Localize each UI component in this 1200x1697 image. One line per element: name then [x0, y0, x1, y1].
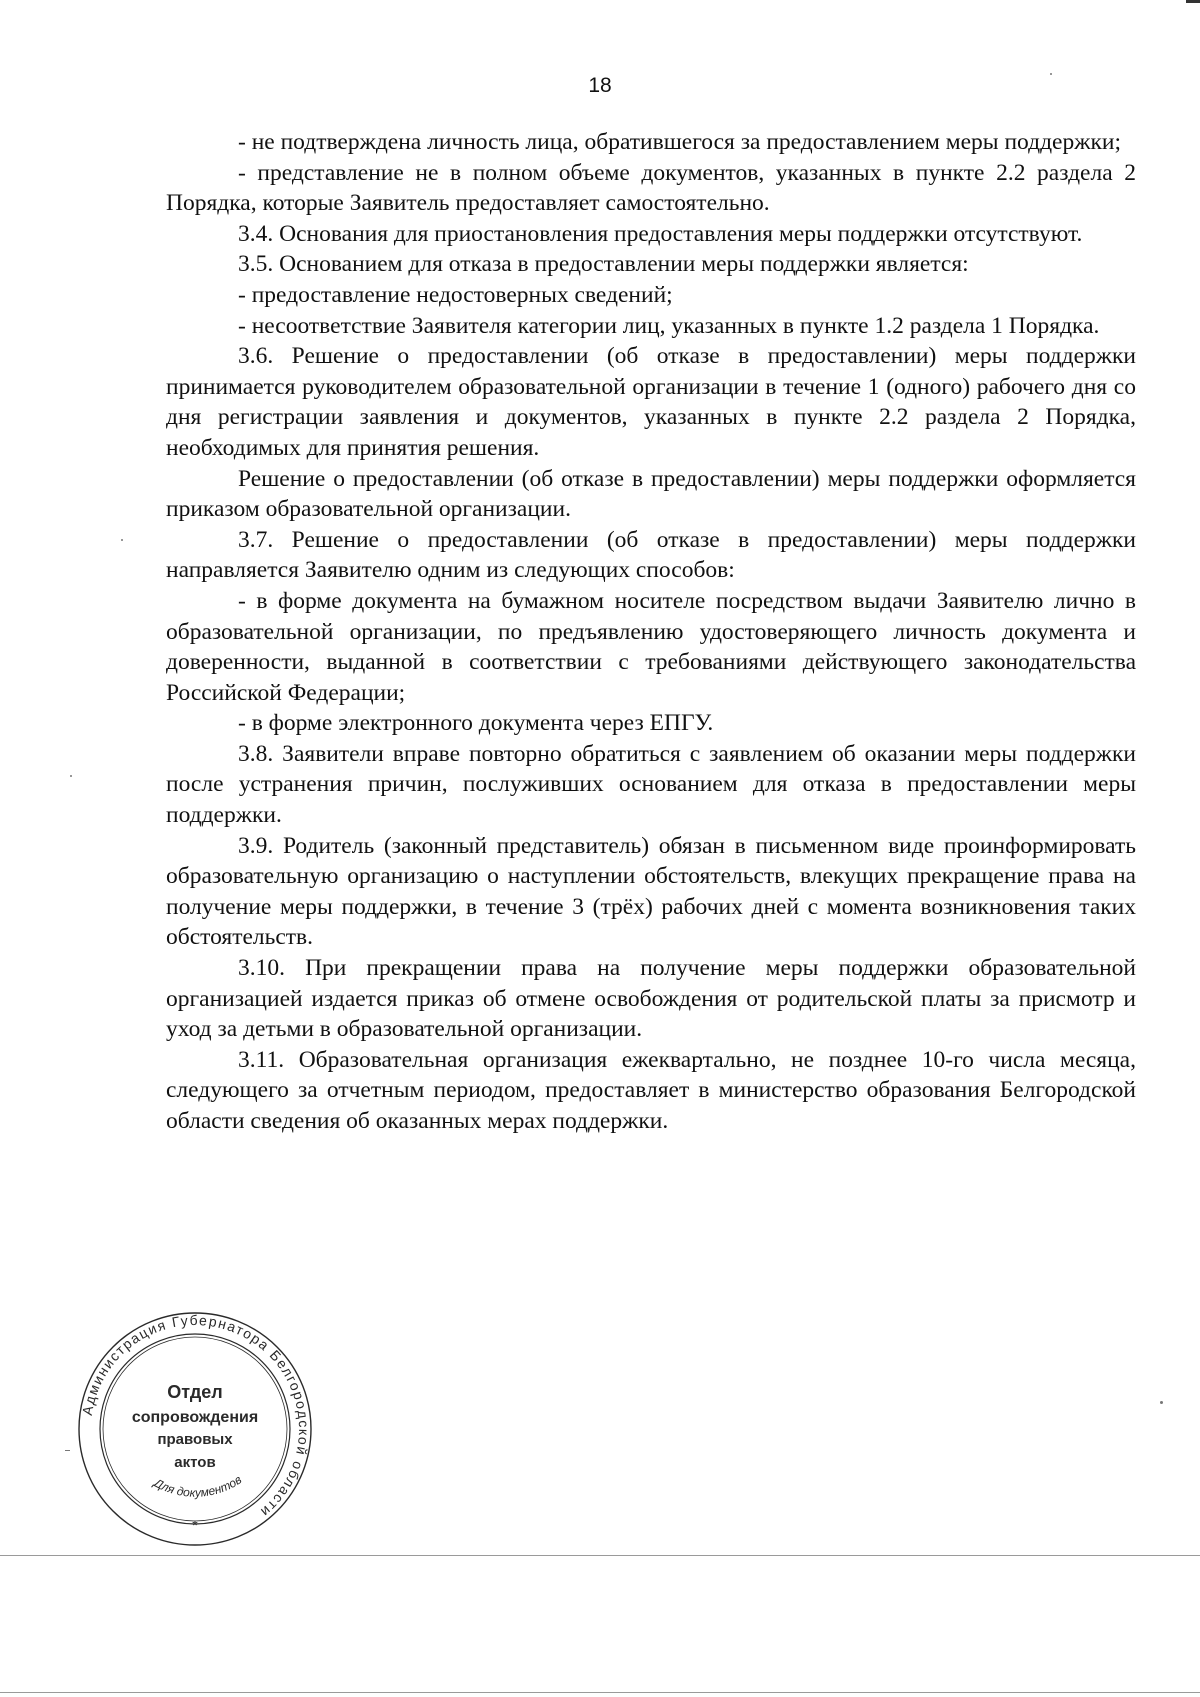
paragraph: 3.6. Решение о предоставлении (об отказе в предоставлении) меры поддержки принимается руководителем образовательной организации в течение 1 (одного) рабочего дня со дня регистрации заявления и документов, указанных в пункте 2.2 раздела 2 Порядка, необходимых для принятия решения. [166, 343, 1136, 461]
page-number: 18 [588, 74, 612, 97]
body-text [166, 127, 1136, 1137]
paragraph: 3.9. Родитель (законный представитель) обязан в письменном виде проинформировать образовательную организацию о наступлении обстоятельств, влекущих прекращение права на получение меры поддержки, в течение 3 (трёх) рабочих дней с момента возникновения таких обстоятельств. [166, 832, 1136, 951]
scan-line-bottom [0, 1692, 1200, 1693]
stamp-star: * [192, 1517, 198, 1533]
scan-speck [121, 539, 123, 541]
official-stamp [78, 1312, 312, 1546]
stamp-line-4: актов [174, 1454, 216, 1471]
scan-speck [65, 1450, 70, 1451]
stamp-inner-text [150, 1472, 244, 1499]
scan-speck [1160, 1401, 1163, 1404]
paragraph: 3.5. Основанием для отказа в предоставлении меры поддержки является: [238, 251, 969, 278]
paragraph: - в форме документа на бумажном носителе посредством выдачи Заявителю лично в образовательной организации, по предъявлению удостоверяющего личность документа и доверенности, выданной в соответствии с требованиями действующего законодательства Российской Федерации; [166, 587, 1136, 706]
paragraph: Решение о предоставлении (об отказе в предоставлении) меры поддержки оформляется приказом образовательной организации. [166, 465, 1136, 523]
paragraph: - в форме электронного документа через ЕПГУ. [238, 710, 714, 737]
scan-speck [70, 775, 72, 777]
paragraph: 3.7. Решение о предоставлении (об отказе в предоставлении) меры поддержки направляется Заявителю одним из следующих способов: [166, 526, 1136, 584]
paragraph: - не подтверждена личность лица, обратившегося за предоставлением меры поддержки; [238, 129, 1121, 155]
paragraph: - предоставление недостоверных сведений; [238, 281, 673, 308]
scan-corner-mark [1186, 0, 1200, 3]
paragraph: - несоответствие Заявителя категории лиц, указанных в пункте 1.2 раздела 1 Порядка. [238, 312, 1100, 339]
stamp-line-3: правовых [157, 1431, 233, 1448]
stamp-inner-textpath: Для документов [151, 1472, 245, 1500]
paragraph: 3.10. При прекращении права на получение меры поддержки образовательной организацией издается приказ об отмене освобождения от родительской платы за присмотр и уход за детьми в образовательной организации. [166, 955, 1136, 1043]
paragraph: - представление не в полном объеме документов, указанных в пункте 2.2 раздела 2 Порядка, которые Заявитель предоставляет самостоятельно. [166, 159, 1136, 217]
paragraph: 3.11. Образовательная организация ежеквартально, не позднее 10-го числа месяца, следующего за отчетным периодом, предоставляет в министерство образования Белгородской области сведения об оказанных мерах поддержки. [166, 1046, 1136, 1134]
paragraph: 3.8. Заявители вправе повторно обратиться с заявлением об оказании меры поддержки после устранения причин, послуживших основанием для отказа в предоставлении меры поддержки. [166, 740, 1136, 829]
paragraph: 3.4. Основания для приостановления предоставления меры поддержки отсутствуют. [238, 220, 1083, 247]
scan-line-top [0, 1555, 1200, 1556]
stamp-line-2: сопровождения [131, 1409, 259, 1426]
scan-speck [1050, 73, 1052, 75]
stamp-line-1: Отдел [167, 1382, 223, 1402]
stamp-outer-textpath: Администрация Губернатора Белгородской области [78, 1312, 312, 1522]
